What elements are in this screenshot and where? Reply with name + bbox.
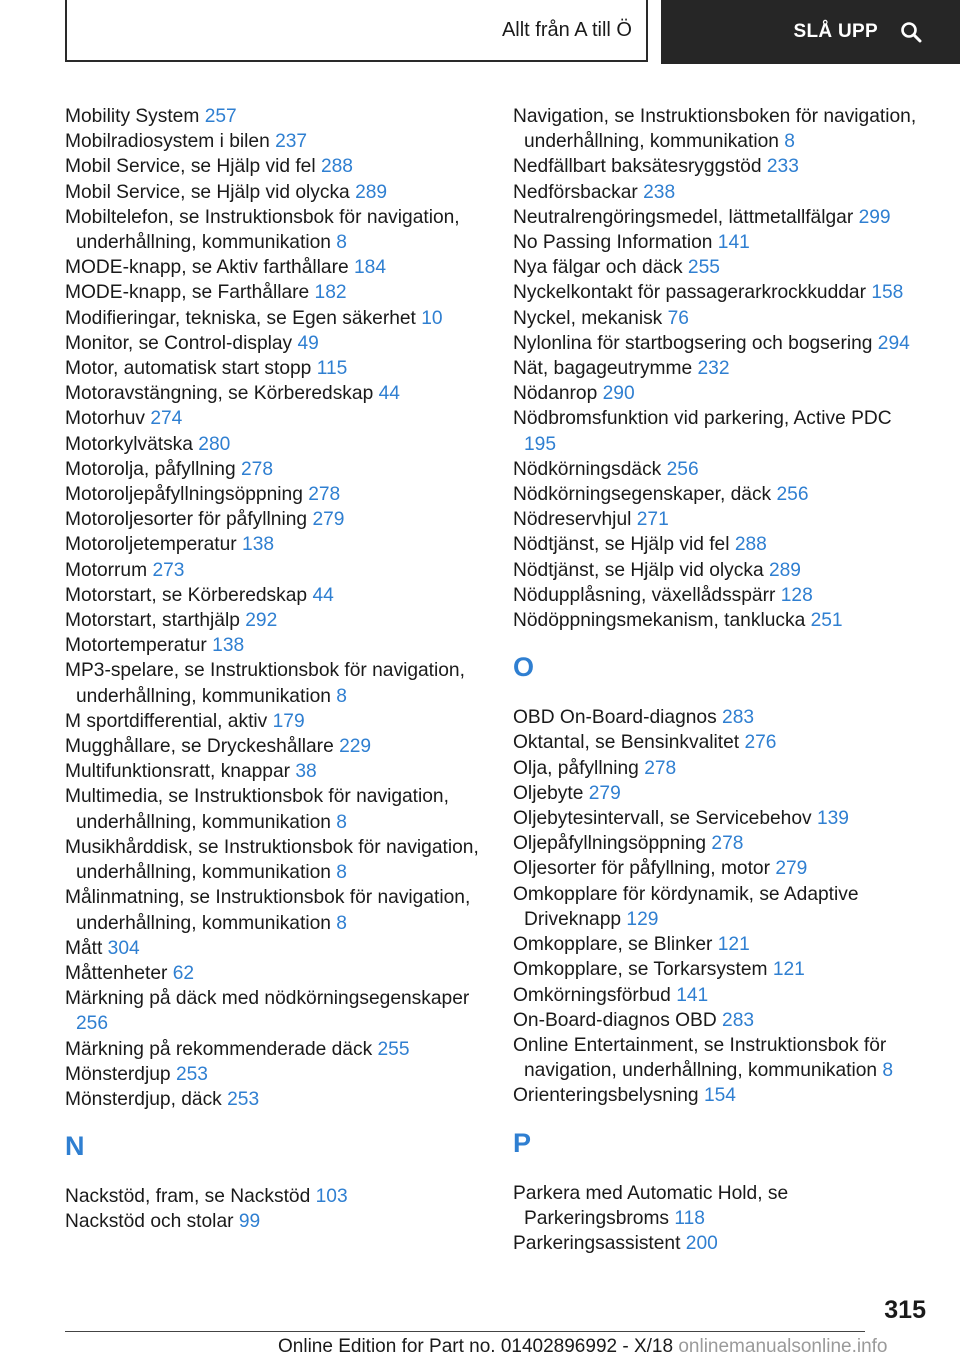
index-entry-page-link[interactable]: 232 <box>697 358 730 380</box>
index-entry-text: Motorstart, se Körberedskap <box>65 584 308 606</box>
index-entry-page-link[interactable]: 304 <box>107 937 140 959</box>
index-entry[interactable] <box>65 633 485 658</box>
index-entry[interactable] <box>65 1037 485 1062</box>
letter-heading-p: P <box>513 1127 532 1158</box>
index-entry-page-link[interactable]: 279 <box>775 858 808 880</box>
index-entry[interactable] <box>513 856 923 881</box>
index-column-right <box>513 104 923 1256</box>
index-entry[interactable] <box>65 482 485 507</box>
index-entry[interactable] <box>513 957 923 982</box>
index-entry-page-link[interactable]: 229 <box>339 736 372 758</box>
search-button[interactable] <box>661 0 960 64</box>
index-entry-text: Monitor, se Control-display <box>65 332 293 354</box>
index-entry-text: Nackstöd, fram, se Nackstöd <box>65 1186 311 1208</box>
index-entry-text: Omkopplare, se Torkarsystem <box>513 959 768 981</box>
index-entry[interactable] <box>513 457 923 482</box>
index-entry-text: Måttenheter <box>65 962 168 984</box>
index-entry-text: Oljesorter för påfyllning, motor <box>513 858 770 880</box>
index-entry-page-link[interactable]: 253 <box>227 1088 260 1110</box>
index-entry[interactable] <box>513 331 923 356</box>
index-entry-page-link[interactable]: 283 <box>722 707 755 729</box>
index-entry-page-link[interactable]: 257 <box>204 106 237 127</box>
index-entry-page-link[interactable]: 44 <box>378 383 400 405</box>
footer-divider <box>65 1331 865 1332</box>
index-entry-page-link[interactable]: 138 <box>242 534 275 556</box>
index-entry[interactable] <box>65 280 485 305</box>
index-entry-text: Navigation, se Instruktionsboken för navigation, underhållning, kommunikation <box>513 106 917 153</box>
index-entry-page-link[interactable]: 76 <box>667 307 689 329</box>
index-entry[interactable] <box>65 432 485 457</box>
index-entry-text: Orienteringsbelysning <box>513 1085 699 1107</box>
index-entry[interactable] <box>513 831 923 856</box>
index-entry-page-link[interactable]: 271 <box>636 509 669 531</box>
index-entry-page-link[interactable]: 289 <box>768 559 801 581</box>
index-entry[interactable] <box>65 1087 485 1112</box>
index-entry-text: Mobility System <box>65 106 200 127</box>
index-entry[interactable] <box>513 882 923 932</box>
index-entry-text: Mönsterdjup, däck <box>65 1088 222 1110</box>
index-entry-page-link[interactable]: 279 <box>588 782 621 804</box>
index-entry-text: Mått <box>65 937 103 959</box>
index-entry-text: Neutralrengöringsmedel, lättmetallfälgar <box>513 206 854 228</box>
index-entry-page-link[interactable]: 121 <box>772 959 805 981</box>
index-entry-text: Nya fälgar och däck <box>513 257 683 279</box>
index-entry-text: Nödanrop <box>513 383 598 405</box>
index-entry-text: Målinmatning, se Instruktionsbok för navigation, underhållning, kommunikation <box>65 887 471 934</box>
index-group-n <box>65 1184 485 1234</box>
footer-edition-text: Online Edition for Part no. 01402896992 - X/18 <box>278 1336 674 1357</box>
index-entry[interactable] <box>513 583 923 608</box>
index-entry-text: Parkera med Automatic Hold, se Parkeringsbroms <box>513 1182 789 1229</box>
a-to-z-label: Allt från A till Ö <box>501 18 632 41</box>
index-entry-page-link[interactable]: 8 <box>336 685 347 707</box>
index-entry-text: Nödupplåsning, växellådsspärr <box>513 584 776 606</box>
index-entry[interactable] <box>513 255 923 280</box>
index-entry-text: Motorrum <box>65 559 148 581</box>
index-entry[interactable] <box>65 986 485 1036</box>
index-entry-text: Motorolja, påfyllning <box>65 458 236 480</box>
index-entry-text: On-Board-diagnos OBD <box>513 1009 717 1031</box>
index-entry[interactable] <box>513 356 923 381</box>
index-entry-page-link[interactable]: 276 <box>744 732 777 754</box>
index-entry-page-link[interactable]: 38 <box>295 761 317 783</box>
index-entry-text: Nackstöd och stolar <box>65 1211 234 1233</box>
index-entry-text: Motorhuv <box>65 408 145 430</box>
index-entry-text: Motorkylvätska <box>65 433 193 455</box>
index-entry[interactable] <box>513 205 923 230</box>
index-entry-text: M sportdifferential, aktiv <box>65 710 268 732</box>
index-entry[interactable] <box>65 1209 485 1234</box>
index-entry[interactable] <box>513 1008 923 1033</box>
index-entry[interactable] <box>513 983 923 1008</box>
index-entry-text: Online Entertainment, se Instruktionsbok för navigation, underhållning, kommunikation <box>513 1034 887 1082</box>
index-entry-page-link[interactable]: 237 <box>275 131 308 153</box>
index-entry[interactable] <box>513 154 923 179</box>
index-entry[interactable] <box>65 759 485 784</box>
index-entry-text: Motoroljetemperatur <box>65 534 237 556</box>
index-entry[interactable] <box>65 457 485 482</box>
index-entry-text: Märkning på däck med nödkörningsegenskaper <box>65 988 470 1010</box>
index-group-n-continued <box>513 104 923 633</box>
index-entry-page-link[interactable]: 8 <box>336 862 347 884</box>
index-entry-text: Motorstart, starthjälp <box>65 610 240 632</box>
search-label: SLÅ UPP <box>793 21 878 42</box>
index-entry[interactable] <box>65 180 485 205</box>
index-entry-text: Nedförsbackar <box>513 181 638 203</box>
index-entry-text: MP3-spelare, se Instruktionsbok för navigation, underhållning, kommunikation <box>65 660 465 707</box>
index-entry-page-link[interactable]: 256 <box>666 458 699 480</box>
index-entry[interactable] <box>513 230 923 255</box>
footer-edition <box>278 1336 888 1358</box>
index-entry-page-link[interactable]: 195 <box>524 433 557 455</box>
index-entry-page-link[interactable]: 141 <box>717 232 750 254</box>
index-entry[interactable] <box>65 709 485 734</box>
index-entry-page-link[interactable]: 256 <box>76 1013 109 1035</box>
index-entry-page-link[interactable]: 256 <box>776 484 809 506</box>
index-entry-text: Parkeringsassistent <box>513 1232 681 1254</box>
index-entry-page-link[interactable]: 139 <box>816 808 849 830</box>
index-entry[interactable] <box>65 331 485 356</box>
index-entry-page-link[interactable]: 158 <box>871 282 904 304</box>
index-entry-page-link[interactable]: 290 <box>602 383 635 405</box>
index-entry[interactable] <box>513 932 923 957</box>
index-entry-text: Märkning på rekommenderade däck <box>65 1038 373 1060</box>
index-entry-page-link[interactable]: 141 <box>676 984 709 1006</box>
footer-watermark: onlinemanualsonline.info <box>673 1336 888 1357</box>
index-entry-page-link[interactable]: 118 <box>674 1207 705 1229</box>
index-entry-page-link[interactable]: 8 <box>784 131 795 153</box>
index-entry-page-link[interactable]: 62 <box>172 962 195 984</box>
index-entry-page-link[interactable]: 99 <box>238 1211 261 1233</box>
index-entry-text: Oktantal, se Bensinkvalitet <box>513 732 740 754</box>
index-entry-text: Nyckel, mekanisk <box>513 307 663 329</box>
index-entry[interactable] <box>65 104 485 129</box>
index-entry[interactable] <box>65 532 485 557</box>
index-entry[interactable] <box>513 608 923 633</box>
index-entry[interactable] <box>65 784 485 834</box>
index-entry-page-link[interactable]: 292 <box>245 610 278 632</box>
index-entry[interactable] <box>513 756 923 781</box>
index-entry[interactable] <box>513 705 923 730</box>
index-entry-text: OBD On-Board-diagnos <box>513 707 717 729</box>
index-entry[interactable] <box>513 1231 923 1256</box>
index-entry-text: Motor, automatisk start stopp <box>65 358 312 380</box>
index-entry-page-link[interactable]: 288 <box>320 156 353 178</box>
index-entry-text: Omkopplare, se Blinker <box>513 934 713 956</box>
index-group-o <box>513 705 923 1108</box>
index-entry-text: Mobil Service, se Hjälp vid fel <box>65 156 316 178</box>
index-entry-page-link[interactable]: 294 <box>877 332 910 354</box>
index-entry-text: Olja, påfyllning <box>513 757 639 779</box>
index-entry[interactable] <box>65 507 485 532</box>
top-navigation <box>0 0 960 66</box>
index-entry[interactable] <box>65 835 485 885</box>
index-entry-page-link[interactable]: 255 <box>377 1038 410 1060</box>
index-entry-text: Nödbromsfunktion vid parkering, Active PDC <box>513 408 892 430</box>
index-entry-page-link[interactable]: 10 <box>421 307 443 329</box>
index-entry[interactable] <box>65 406 485 431</box>
index-entry-text: Nylonlina för startbogsering och bogsering <box>513 332 873 354</box>
index-entry[interactable] <box>513 280 923 305</box>
index-entry[interactable] <box>513 806 923 831</box>
index-entry-text: Nyckelkontakt för passagerarkrockkuddar <box>513 282 866 304</box>
index-entry-page-link[interactable]: 274 <box>150 408 183 430</box>
index-entry-text: Oljepåfyllningsöppning <box>513 833 707 855</box>
index-entry-page-link[interactable]: 8 <box>336 232 347 254</box>
index-entry-text: Musikhårddisk, se Instruktionsbok för navigation, underhållning, kommunikation <box>65 836 479 884</box>
index-entry[interactable] <box>65 255 485 280</box>
index-entry-text: Mobiltelefon, se Instruktionsbok för navigation, underhållning, kommunikation <box>65 206 460 254</box>
index-entry-page-link[interactable]: 278 <box>241 458 274 480</box>
index-entry-page-link[interactable]: 154 <box>703 1085 736 1107</box>
index-entry[interactable] <box>513 180 923 205</box>
index-entry-text: No Passing Information <box>513 232 713 254</box>
index-entry-page-link[interactable]: 280 <box>198 433 231 455</box>
index-group-m <box>65 104 485 1112</box>
index-entry[interactable] <box>65 1184 485 1209</box>
index-entry-text: Nödtjänst, se Hjälp vid olycka <box>513 559 764 581</box>
index-entry-text: Motoroljepåfyllningsöppning <box>65 484 303 506</box>
index-entry-text: Nödöppningsmekanism, tanklucka <box>513 610 806 632</box>
index-entry[interactable] <box>513 1083 923 1108</box>
index-entry-page-link[interactable]: 49 <box>297 332 319 354</box>
index-entry-page-link[interactable]: 128 <box>780 584 813 606</box>
index-entry[interactable] <box>65 306 485 331</box>
index-entry-page-link[interactable]: 129 <box>626 908 659 930</box>
index-entry-text: Multifunktionsratt, knappar <box>65 761 291 783</box>
index-entry[interactable] <box>65 356 485 381</box>
index-entry-page-link[interactable]: 278 <box>308 484 341 506</box>
index-entry-page-link[interactable]: 103 <box>315 1186 348 1208</box>
index-entry-page-link[interactable]: 278 <box>644 757 677 779</box>
index-entry-page-link[interactable]: 238 <box>643 181 676 203</box>
index-entry-text: Motortemperatur <box>65 635 207 657</box>
index-entry-page-link[interactable]: 179 <box>272 710 305 732</box>
index-entry-page-link[interactable]: 299 <box>858 206 891 228</box>
index-entry[interactable] <box>513 306 923 331</box>
index-entry[interactable] <box>65 154 485 179</box>
index-entry[interactable] <box>65 205 485 255</box>
a-to-z-tab[interactable] <box>65 0 648 62</box>
index-entry-text: Nät, bagageutrymme <box>513 358 693 380</box>
index-entry[interactable] <box>513 381 923 406</box>
search-icon <box>900 21 922 43</box>
index-entry[interactable] <box>65 558 485 583</box>
index-entry-page-link[interactable]: 115 <box>316 358 348 380</box>
index-entry[interactable] <box>513 482 923 507</box>
index-entry-text: Motoroljesorter för påfyllning <box>65 509 308 531</box>
index-entry-page-link[interactable]: 278 <box>711 833 744 855</box>
index-entry[interactable] <box>65 583 485 608</box>
index-entry[interactable] <box>513 104 923 154</box>
index-entry-page-link[interactable]: 251 <box>810 610 843 632</box>
index-entry-text: Nödkörningsdäck <box>513 458 662 480</box>
index-entry-page-link[interactable]: 253 <box>175 1063 208 1085</box>
index-entry[interactable] <box>513 507 923 532</box>
index-entry-page-link[interactable]: 184 <box>354 257 387 279</box>
index-entry[interactable] <box>513 730 923 755</box>
index-group-p <box>513 1181 923 1257</box>
index-entry-page-link[interactable]: 255 <box>687 257 720 279</box>
index-entry[interactable] <box>513 532 923 557</box>
index-entry-text: Modifieringar, tekniska, se Egen säkerhet <box>65 307 416 329</box>
index-entry[interactable] <box>513 406 923 456</box>
index-entry-text: Nödkörningsegenskaper, däck <box>513 484 772 506</box>
index-entry[interactable] <box>65 608 485 633</box>
index-entry[interactable] <box>513 781 923 806</box>
index-entry-page-link[interactable]: 8 <box>882 1060 894 1082</box>
index-entry-page-link[interactable]: 233 <box>766 156 799 178</box>
index-entry-page-link[interactable]: 8 <box>336 912 347 934</box>
index-entry-text: Mugghållare, se Dryckeshållare <box>65 736 334 758</box>
index-entry-page-link[interactable]: 44 <box>312 584 334 606</box>
index-entry[interactable] <box>65 381 485 406</box>
index-entry-text: Nödreservhjul <box>513 509 632 531</box>
letter-heading-o: O <box>513 652 535 683</box>
index-entry-text: Mobil Service, se Hjälp vid olycka <box>65 181 350 203</box>
index-entry-page-link[interactable]: 283 <box>722 1009 755 1031</box>
index-entry[interactable] <box>513 558 923 583</box>
index-entry-page-link[interactable]: 8 <box>336 811 347 833</box>
index-entry-page-link[interactable]: 182 <box>314 282 347 304</box>
index-entry[interactable] <box>65 885 485 935</box>
index-entry-text: Mobilradiosystem i bilen <box>65 131 270 153</box>
index-entry-page-link[interactable]: 138 <box>212 635 245 657</box>
index-entry-text: Oljebytesintervall, se Servicebehov <box>513 808 812 830</box>
index-entry-page-link[interactable]: 288 <box>734 534 767 556</box>
index-entry-text: Nödtjänst, se Hjälp vid fel <box>513 534 730 556</box>
index-entry-text: Mönsterdjup <box>65 1063 171 1085</box>
letter-heading-n: N <box>65 1131 85 1162</box>
index-entry-text: MODE-knapp, se Aktiv farthållare <box>65 257 349 279</box>
page-number: 315 <box>884 1296 926 1324</box>
index-entry-page-link[interactable]: 200 <box>685 1232 718 1254</box>
index-entry[interactable] <box>65 961 485 986</box>
index-entry-page-link[interactable]: 273 <box>152 559 185 581</box>
index-entry[interactable] <box>513 1181 923 1231</box>
index-entry[interactable] <box>65 658 485 708</box>
index-entry[interactable] <box>513 1033 923 1083</box>
index-entry-text: Omkörningsförbud <box>513 984 671 1006</box>
index-entry-text: MODE-knapp, se Farthållare <box>65 282 310 304</box>
index-entry-text: Multimedia, se Instruktionsbok för navigation, underhållning, kommunikation <box>65 786 449 833</box>
index-entry-page-link[interactable]: 289 <box>355 181 388 203</box>
index-entry[interactable] <box>65 1062 485 1087</box>
index-column-left <box>65 104 485 1235</box>
index-entry[interactable] <box>65 129 485 154</box>
index-entry-text: Omkopplare för kördynamik, se Adaptive Driveknapp <box>513 883 859 930</box>
index-entry-text: Nedfällbart baksätesryggstöd <box>513 156 762 178</box>
index-entry-text: Oljebyte <box>513 782 584 804</box>
index-entry-page-link[interactable]: 279 <box>312 509 345 531</box>
index-entry[interactable] <box>65 734 485 759</box>
index-entry-text: Motoravstängning, se Körberedskap <box>65 383 374 405</box>
index-entry[interactable] <box>65 936 485 961</box>
index-entry-page-link[interactable]: 121 <box>717 934 750 956</box>
